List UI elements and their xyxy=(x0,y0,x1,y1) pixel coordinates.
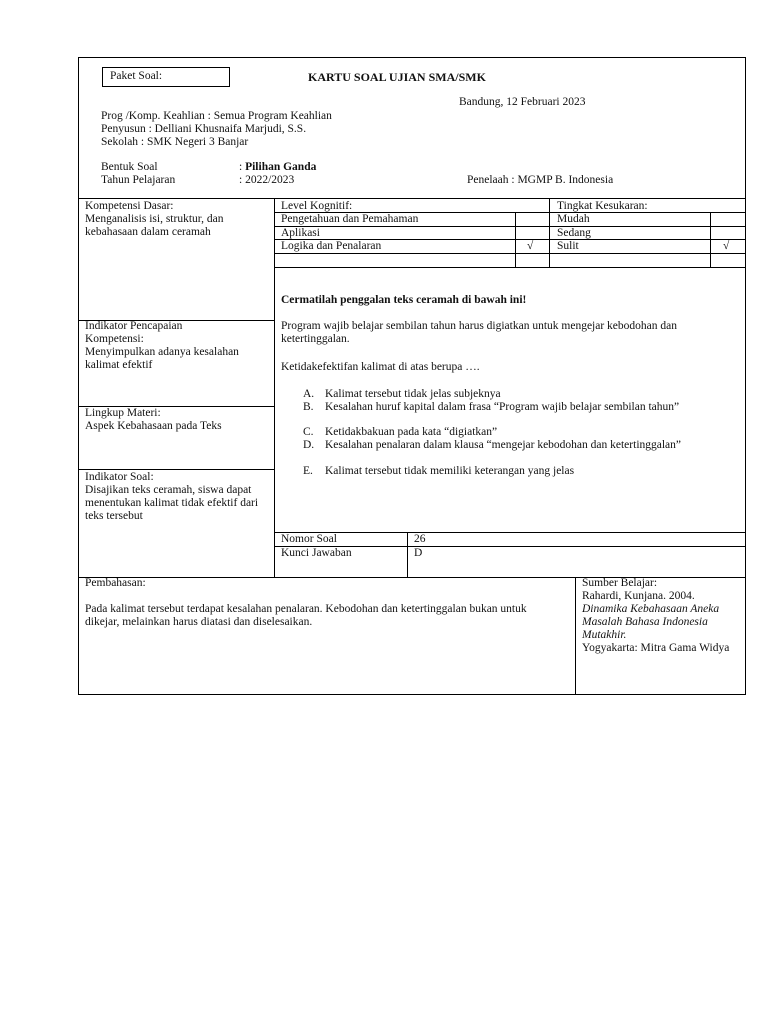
question-text: Program wajib belajar sembilan tahun harus digiatkan untuk mengejar kebodohan dan ketertinggalan. xyxy=(281,320,677,345)
tingkat-item: Sedang xyxy=(557,227,591,239)
kognitif-row-line xyxy=(274,267,745,268)
level-kognitif-title: Level Kognitif: xyxy=(281,200,353,212)
pembahasan-text: Pada kalimat tersebut terdapat kesalahan penalaran. Kebodohan dan ketertinggalan bukan untuk dikejar, melainkan harus diatasi dan diselesaikan. xyxy=(85,603,527,628)
header-divider xyxy=(78,198,745,199)
option-text: Kalimat tersebut tidak memiliki keterangan yang jelas xyxy=(325,465,575,477)
nomor-soal-value: 26 xyxy=(414,533,426,545)
kognitif-row-line xyxy=(274,253,745,254)
kognitif-col-line xyxy=(515,212,516,267)
indikator-soal-text: Disajikan teks ceramah, siswa dapat menentukan kalimat tidak efektif dari teks tersebut xyxy=(85,484,259,522)
kognitif-row-line xyxy=(274,226,745,227)
option-text: Kesalahan huruf kapital dalam frasa “Program wajib belajar sembilan tahun” xyxy=(325,401,680,413)
kognitif-col-line xyxy=(549,198,550,267)
bentuk-soal-label: Bentuk Soal xyxy=(101,161,158,173)
option-text: Ketidakbakuan pada kata “digiatkan” xyxy=(325,426,498,438)
level-item: Aplikasi xyxy=(281,227,320,239)
pembahasan-title: Pembahasan: xyxy=(85,577,146,589)
kompetensi-dasar-text: Menganalisis isi, struktur, dan kebahasaan dalam ceramah xyxy=(85,213,224,238)
ipk-title: Indikator Pencapaian xyxy=(85,320,183,332)
tahun-pelajaran-label: Tahun Pelajaran xyxy=(101,174,176,186)
tingkat-check: √ xyxy=(723,240,730,252)
penelaah: Penelaah : MGMP B. Indonesia xyxy=(467,174,614,186)
option-letter: E. xyxy=(303,465,313,477)
prog-keahlian: Prog /Komp. Keahlian : Semua Program Keahlian xyxy=(101,110,332,122)
paket-soal-label: Paket Soal: xyxy=(110,70,163,82)
option-letter: C. xyxy=(303,426,314,438)
sumber-publisher: Yogyakarta: Mitra Gama Widya xyxy=(582,642,730,654)
card-title: KARTU SOAL UJIAN SMA/SMK xyxy=(308,70,486,84)
tingkat-kesukaran-title: Tingkat Kesukaran: xyxy=(557,200,648,212)
date-line: Bandung, 12 Februari 2023 xyxy=(459,96,586,108)
kognitif-col-line xyxy=(710,212,711,267)
sumber-book: Dinamika Kebahasaan Aneka Masalah Bahasa Indonesia Mutakhir. xyxy=(582,603,720,641)
option-letter: A. xyxy=(303,388,315,400)
tahun-pelajaran-value: : 2022/2023 xyxy=(239,174,295,186)
kompetensi-dasar-title: Kompetensi Dasar: xyxy=(85,200,174,212)
sumber-title: Sumber Belajar: xyxy=(582,577,658,589)
tingkat-item: Sulit xyxy=(557,240,579,252)
bentuk-soal-value: : Pilihan Ganda xyxy=(239,161,317,173)
lingkup-materi-title: Lingkup Materi: xyxy=(85,407,161,419)
lingkup-materi-text: Aspek Kebahasaan pada Teks xyxy=(85,420,222,432)
kunci-jawaban-value: D xyxy=(414,547,423,559)
option-letter: D. xyxy=(303,439,315,451)
ipk-text: Menyimpulkan adanya kesalahan kalimat efektif xyxy=(85,346,239,371)
question-instruction: Cermatilah penggalan teks ceramah di bawah ini! xyxy=(281,294,527,306)
level-check: √ xyxy=(527,240,534,252)
indikator-soal-title: Indikator Soal: xyxy=(85,471,154,483)
option-text: Kalimat tersebut tidak jelas subjeknya xyxy=(325,388,501,400)
sumber-divider xyxy=(575,577,576,694)
left-section-divider xyxy=(78,469,275,470)
level-item: Logika dan Penalaran xyxy=(281,240,382,252)
kunci-jawaban-label: Kunci Jawaban xyxy=(281,547,352,559)
answer-table-col xyxy=(407,532,408,577)
answer-table-line xyxy=(274,532,745,533)
option-letter: B. xyxy=(303,401,314,413)
option-text: Kesalahan penalaran dalam klausa “mengejar kebodohan dan ketertinggalan” xyxy=(325,439,682,451)
question-prompt: Ketidakefektifan kalimat di atas berupa …. xyxy=(281,361,480,373)
nomor-soal-label: Nomor Soal xyxy=(281,533,337,545)
sekolah: Sekolah : SMK Negeri 3 Banjar xyxy=(101,136,249,148)
ipk-title-2: Kompetensi: xyxy=(85,333,144,345)
sumber-author: Rahardi, Kunjana. 2004. xyxy=(582,590,695,602)
penyusun: Penyusun : Delliani Khusnaifa Marjudi, S.S. xyxy=(101,123,307,135)
left-column-divider xyxy=(274,198,275,577)
tingkat-item: Mudah xyxy=(557,213,590,225)
level-item: Pengetahuan dan Pemahaman xyxy=(281,213,419,225)
